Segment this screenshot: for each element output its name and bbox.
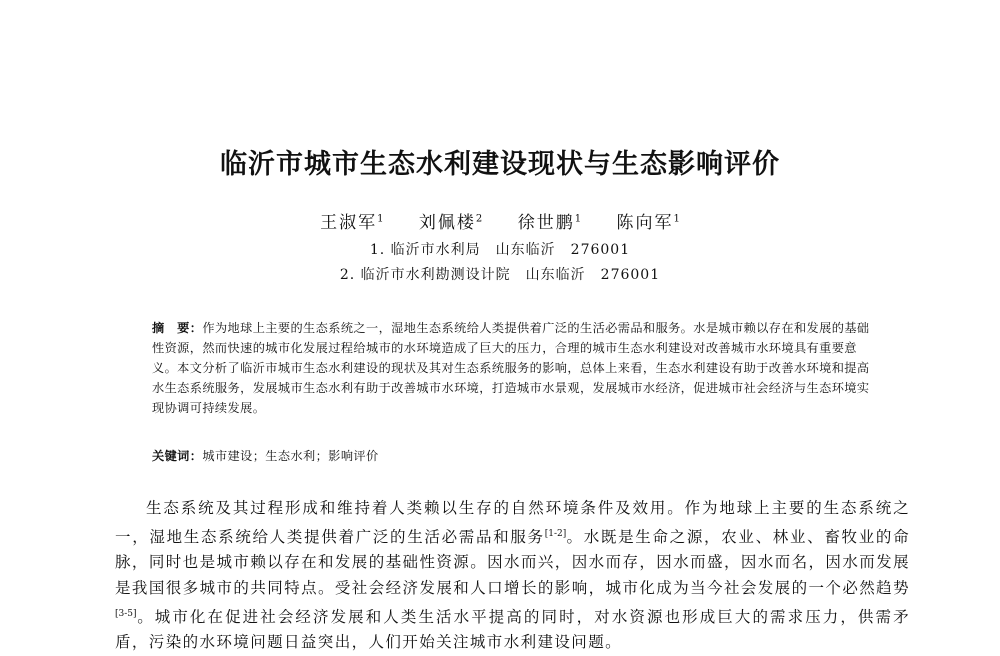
keywords-text: 城市建设；生态水利；影响评价 — [202, 449, 379, 463]
author-affiliation-mark: 1 — [673, 213, 680, 225]
author-name: 刘佩楼 — [418, 213, 476, 233]
author-name: 陈向军 — [616, 213, 674, 233]
author — [320, 208, 383, 233]
citation-ref: [3-5] — [115, 608, 137, 619]
keywords — [152, 447, 872, 464]
body-text-part: 生态系统及其过程形成和维持着人类赖以生存的自然环境条件及效用。作为地球上主要的生态系统之一，湿地生态系统给人类提供着广泛的生活必需品和服务 — [115, 499, 910, 546]
citation-ref: [1-2] — [544, 528, 567, 539]
abstract — [152, 318, 872, 418]
affiliation-2: 2. 临沂市水利勘测设计院 山东临沂 276001 — [339, 267, 661, 283]
body-text-part: 。水既是生命之源，农业、林业、畜牧业的命脉，同时也是城市赖以存在和发展的基础性资源。因水而兴，因水而存，因水而盛，因水而名，因水而发展是我国很多城市的共同特点。受社会经济发展和人口增长的影响，城市化成为当今社会发展的一个必然趋势 — [115, 527, 910, 597]
author-name: 徐世鹏 — [517, 213, 575, 233]
abstract-text: 作为地球上主要的生态系统之一，湿地生态系统给人类提供着广泛的生活必需品和服务。水是城市赖以存在和发展的基础性资源，然而快速的城市化发展过程给城市的水环境造成了巨大的压力，合理的城市生态水利建设对改善城市水环境具有重要意义。本文分析了临沂市城市生态水利建设的现状及其对生态系统服务的影响，总体上来看，生态水利建设有助于改善水环境和提高水生态系统服务，发展城市生态水利有助于改善城市水环境，打造城市水景观，发展城市水经济，促进城市社会经济与生态环境实现协调可持续发展。 — [152, 321, 870, 415]
paper-title: 临沂市城市生态水利建设现状与生态影响评价 — [220, 149, 780, 180]
affiliation-1: 1. 临沂市水利局 山东临沂 276001 — [369, 242, 631, 258]
body-text-part: 。城市化在促进社会经济发展和人类生活水平提高的同时，对水资源也形成巨大的需求压力，供需矛盾，污染的水环境问题日益突出，人们开始关注城市水利建设问题。 — [115, 607, 910, 652]
abstract-label: 摘 要： — [152, 321, 203, 335]
author-affiliation-mark: 1 — [377, 213, 384, 225]
author-list — [0, 208, 1000, 233]
author-affiliation-mark: 1 — [574, 213, 582, 225]
author — [518, 208, 581, 233]
author — [419, 208, 482, 233]
author — [616, 208, 679, 233]
keywords-label: 关键词： — [152, 449, 203, 463]
author-affiliation-mark: 2 — [475, 213, 483, 225]
author-name: 王淑军 — [320, 213, 378, 233]
